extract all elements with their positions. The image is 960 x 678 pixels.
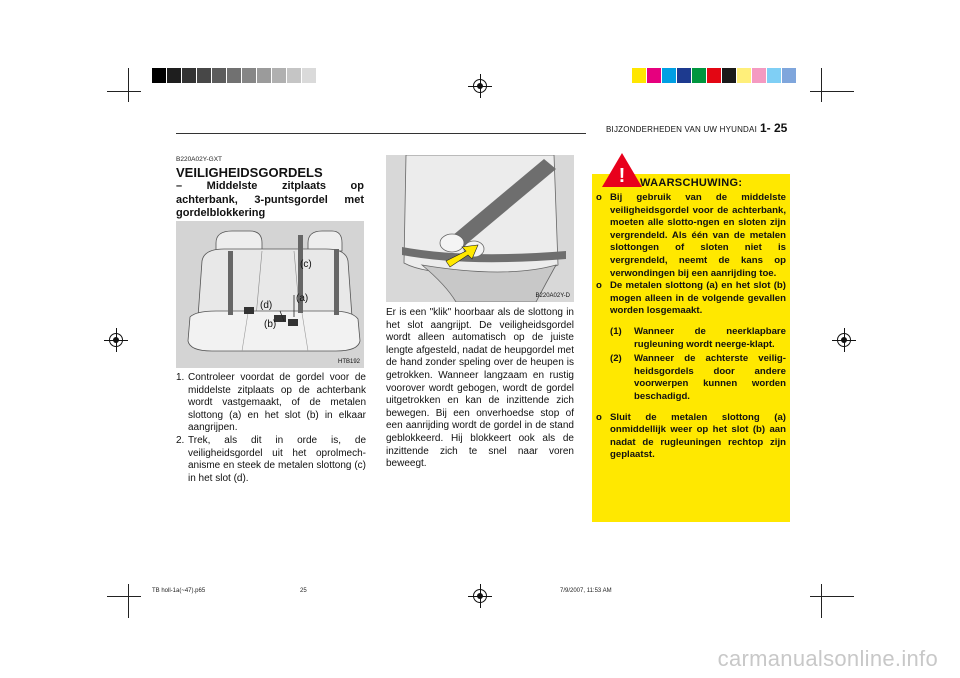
color-swatch <box>767 68 781 83</box>
crop-mark <box>107 91 141 92</box>
crop-mark <box>128 68 129 102</box>
list-item: o Bij gebruik van de middelste veiligheidsgordel voor de achterbank, moeten alle slotto-ngen en sloten zijn vergrendeld. Als één van de metalen slottongen of sloten niet is vergrendeld, neemt de kans op verwondingen bij een aanrijding toe. <box>596 192 786 279</box>
color-swatch <box>257 68 271 83</box>
label-a: (a) <box>296 293 309 304</box>
section-heading-block <box>176 156 364 221</box>
header-rule <box>176 133 586 134</box>
crop-mark <box>810 91 854 92</box>
color-swatch <box>632 68 646 83</box>
warning-title: WAARSCHUWING: <box>640 177 743 189</box>
page-number: 1- 25 <box>760 121 788 135</box>
gray-color-bar <box>152 68 317 83</box>
registration-mark-icon <box>468 74 492 98</box>
color-swatch <box>677 68 691 83</box>
footer-date: 7/9/2007, 11:53 AM <box>560 588 612 594</box>
color-swatch <box>152 68 166 83</box>
registration-mark-icon <box>832 328 856 352</box>
registration-mark-icon <box>104 328 128 352</box>
color-swatch <box>197 68 211 83</box>
label-b: (b) <box>264 319 277 330</box>
color-swatch <box>707 68 721 83</box>
color-swatch <box>167 68 181 83</box>
crop-mark <box>128 584 129 618</box>
color-swatch <box>782 68 796 83</box>
color-swatch <box>287 68 301 83</box>
section-subtitle: – Middelste zitplaats op achterbank, 3-puntsgordel met gordelblokkering <box>176 180 364 219</box>
warning-triangle-icon <box>601 152 643 188</box>
color-swatch <box>662 68 676 83</box>
color-swatch <box>647 68 661 83</box>
label-d: (d) <box>260 300 273 311</box>
color-swatch <box>212 68 226 83</box>
warning-body <box>596 192 786 462</box>
list-item: 1. Controleer voordat de gordel voor de middelste zitplaats op de achterbank wordt vastgemaakt, of de metalen slottong (a) en het slot (b) in elkaar aangrijpen. <box>176 372 366 434</box>
section-header: BIJZONDERHEDEN VAN UW HYUNDAI <box>606 125 757 134</box>
crop-mark <box>810 596 854 597</box>
color-swatch <box>182 68 196 83</box>
list-item: o De metalen slottong (a) en het slot (b) mogen alleen in de volgende gevallen worden losgemaakt. <box>596 280 786 317</box>
watermark: carmanualsonline.info <box>717 646 938 671</box>
warning-symbol: ! <box>618 165 626 187</box>
rear-seat-illustration <box>176 221 364 368</box>
footer-page: 25 <box>300 588 307 594</box>
color-swatch <box>722 68 736 83</box>
color-swatch <box>752 68 766 83</box>
crop-mark <box>821 68 822 102</box>
list-item: (2) Wanneer de achterste veilig-heidsgordels door andere voorwerpen kunnen worden beschadigd. <box>610 353 786 402</box>
color-swatch <box>272 68 286 83</box>
color-swatch <box>302 68 316 83</box>
instruction-steps <box>176 372 366 485</box>
image-code: B220A02Y-D <box>535 293 570 299</box>
color-swatch <box>242 68 256 83</box>
crop-mark <box>821 584 822 618</box>
label-c: (c) <box>300 259 312 270</box>
color-swatch <box>227 68 241 83</box>
rear-seat-drawing <box>176 221 364 368</box>
belt-buckle-illustration <box>386 155 574 302</box>
list-item: 2. Trek, als dit in orde is, de veiligheidsgordel uit het oprolmech-anisme en steek de metalen slottong (c) in het slot (d). <box>176 434 366 484</box>
color-bar <box>632 68 797 83</box>
footer-file: TB holl-1a(~47).p65 <box>152 588 206 594</box>
belt-drawing <box>386 155 574 302</box>
registration-mark-icon <box>468 584 492 608</box>
section-code: B220A02Y-GXT <box>176 156 223 163</box>
section-title: VEILIGHEIDSGORDELS <box>176 165 323 180</box>
list-item: o Sluit de metalen slottong (a) onmiddellijk weer op het slot (b) aan nadat de rugleuningen rechtop zijn geplaatst. <box>596 411 786 461</box>
list-item: (1) Wanneer de neerklapbare rugleuning wordt neerge-klapt. <box>610 325 786 350</box>
crop-mark <box>107 596 141 597</box>
color-swatch <box>692 68 706 83</box>
image-code: HTB192 <box>337 359 360 365</box>
body-text: Er is een "klik" hoorbaar als de slottong in het slot aangrijpt. De veiligheidsgordel wordt alleen automatisch op de juiste lengte afgesteld, nadat de heupgordel met de hand zonder speling over de heupen is getrokken. Wanneer langzaam en rustig voorover wordt gebogen, wordt de gordel uitgetrokken en kan de inzittende zich bewegen. Bij een onverhoedse stop of een aanrijding wordt de gordel in de stand geblokkeerd. Hij blokkeert ook als de inzittende zich te snel naar voren beweegt. <box>386 307 574 470</box>
color-swatch <box>737 68 751 83</box>
